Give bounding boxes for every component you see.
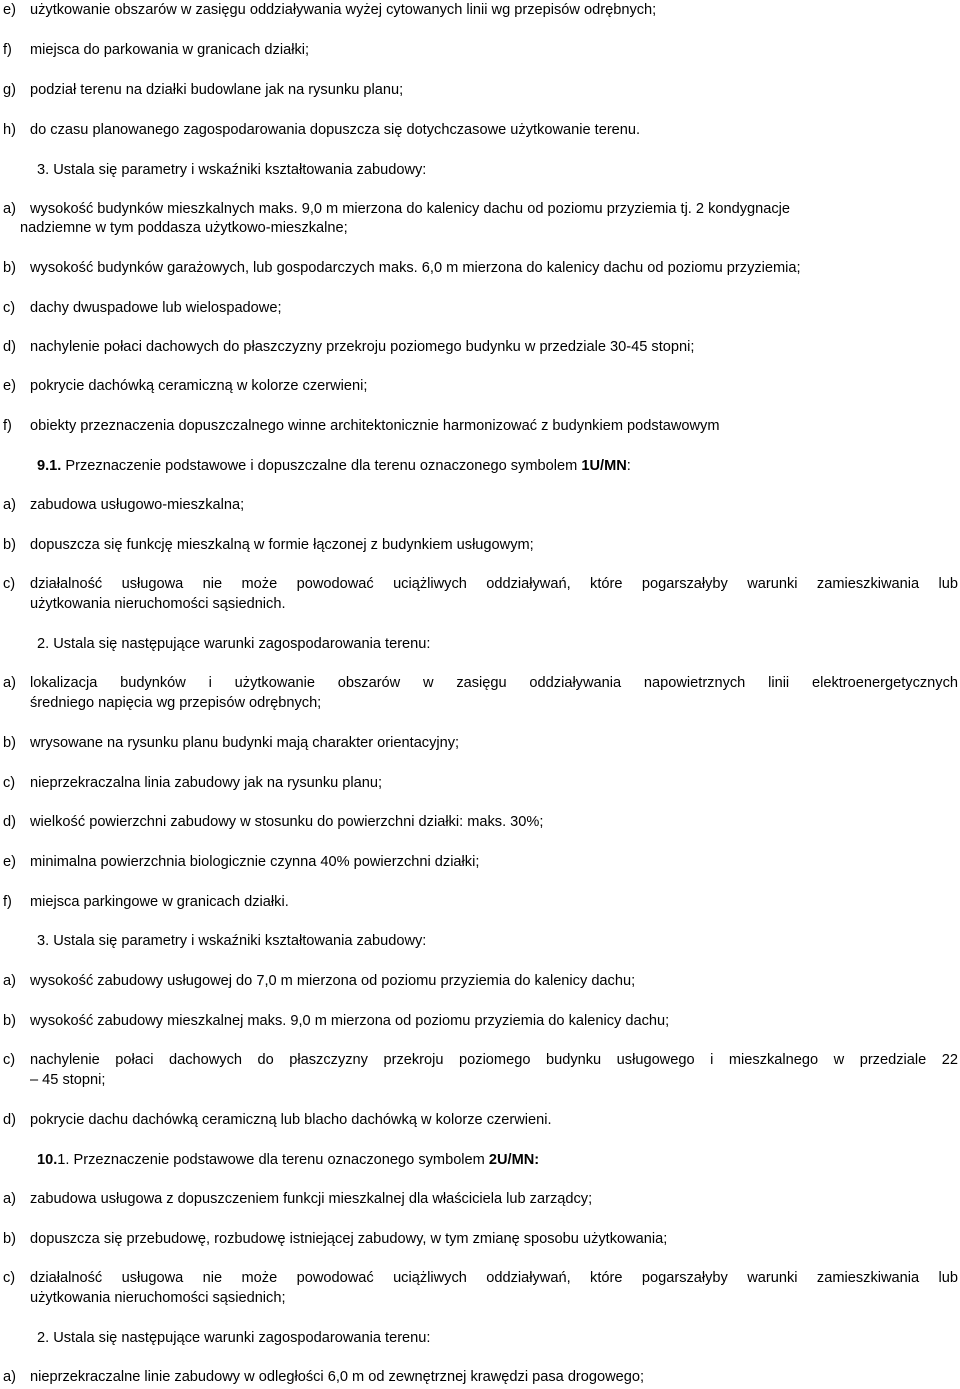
document-page: e) użytkowanie obszarów w zasięgu oddziaływania wyżej cytowanych linii wg przepisów odrębnych; f) miejsca do parkowania w granicach działki; g) podział terenu na działki budowlane jak na rysunku planu; h) do czasu planowanego zagospodarowania dopuszcza się dotychczasowe użytkowanie terenu. 3. Ustala się parametry i wskaźniki kształtowania zabudowy: a) wysokość budynków mieszkalnych maks. 9,0 m mierzona do kalenicy dachu od poziomu przyziemia tj. 2 kondygnacje nadziemne w tym poddasza użytkowo-mieszkalne; b) wysokość budynków garażowych, lub gospodarczych maks. 6,0 m mierzona do kalenicy dachu od poziomu przyziemia; c) dachy dwuspadowe lub wielospadowe; d) nachylenie połaci dachowych do płaszczyzny przekroju poziomego budynku w przedziale 30-45 stopni; e) pokrycie dachówką ceramiczną w kolorze czerwieni; f) obiekty przeznaczenia dopuszczalnego winne architektonicznie harmonizować z budynkiem podstawowym 9.1. Przeznaczenie podstawowe i dopuszczalne dla terenu oznaczonego symbolem 1U/MN: a) zabudowa usługowo-mieszkalna; b) dopuszcza się funkcję mieszkalną w formie łączonej z budynkiem usługowym; c) działalność usługowa nie może powodować uciążliwych oddziaływań, które pogarszałyby warunki zamieszkiwania lub użytkowania nieruchomości sąsiednich. 2. Ustala się następujące warunki zagospodarowania terenu: a) lokalizacja budynków i użytkowanie obszarów w zasięgu oddziaływania napowietrznych linii elektroenergetycznych średniego napięcia wg przepisów odrębnych; b) wrysowane na rysunku planu budynki mają charakter orientacyjny; c) nieprzekraczalna linia zabudowy jak na rysunku planu; d) wielkość powierzchni zabudowy w stosunku do powierzchni działki: maks. 30%; e) minimalna powierzchnia biologicznie czynna 40% powierzchni działki; f) miejsca parkingowe w granicach działki. 3. Ustala się parametry i wskaźniki kształtowania zabudowy: a) wysokość zabudowy usługowej do 7,0 m mierzona od poziomu przyziemia do kalenicy dachu; b) wysokość zabudowy mieszkalnej maks. 9,0 m mierzona od poziomu przyziemia do kalenicy dachu; c) nachylenie połaci dachowych do płaszczyzny przekroju poziomego budynku usługowego i mieszkalnego w przedziale 22 – 45 stopni; d) pokrycie dachu dachówką ceramiczną lub blacho dachówką w kolorze czerwieni. 10.1. Przeznaczenie podstawowe dla terenu oznaczonego symbolem 2U/MN: a) zabudowa usługowa z dopuszczeniem funkcji mieszkalnej dla właściciela lub zarządcy; b) dopuszcza się przebudowę, rozbudowę istniejącej zabudowy, w tym zmianę sposobu użytkowania; c) działalność usługowa nie może powodować uciążliwych oddziaływań, które pogarszałyby warunki zamieszkiwania lub użytkowania nieruchomości sąsiednich; 2. Ustala się następujące warunki zagospodarowania terenu: a) nieprzekraczalne linie zabudowy w odległości 6,0 m od zewnętrznej krawędzi pasa drogowego;	[3, 2, 958, 1385]
